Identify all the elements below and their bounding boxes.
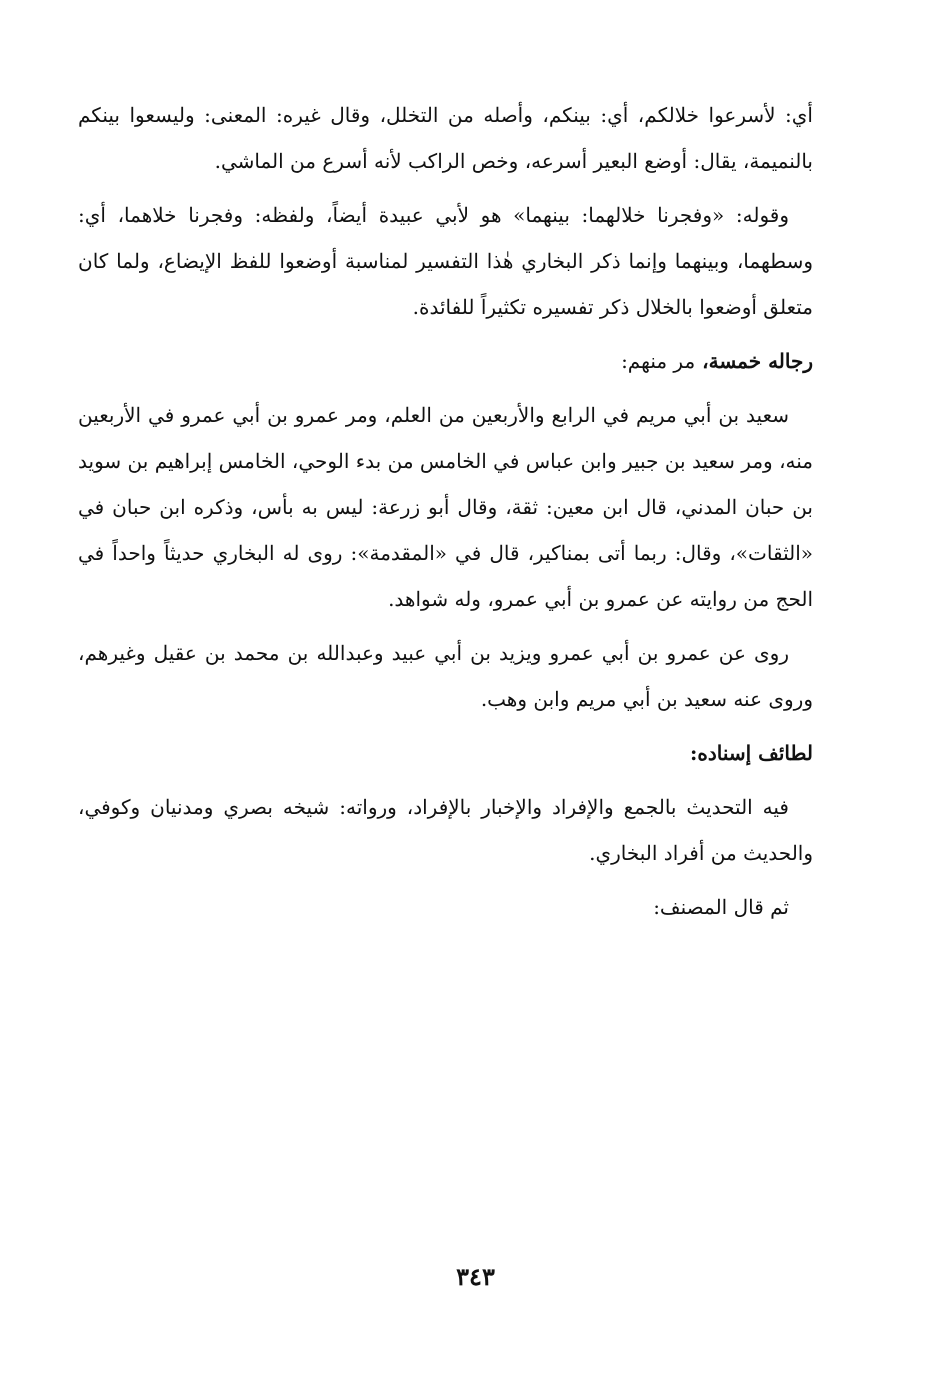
- heading-isnad-subtleties: لطائف إسناده:: [689, 741, 813, 765]
- heading-narrators-bold: رجاله خمسة،: [702, 349, 813, 373]
- paragraph-explanation-awda: أي: لأسرعوا خلالكم، أي: بينكم، وأصله من التخلل، وقال غيره: المعنى: وليسعوا بينكم بالنميمة، يقال: أوضع البعير أسرعه، وخص الراكب لأنه أسرع من الماشي.: [78, 103, 813, 173]
- paragraph-narrators: سعيد بن أبي مريم في الرابع والأربعين من العلم، ومر عمرو بن أبي عمرو في الأربعين منه، ومر سعيد بن جبير وابن عباس في الخامس من بدء الوحي، الخامس إبراهيم بن سويد بن حبان المدني، قال ابن معين: ثقة، وقال أبو زرعة: ليس به بأس، وذكره ابن حبان في «الثقات»، وقال: ربما أتى بمناكير، قال في «المقدمة»: روى له البخاري حديثاً واحداً في الحج من روايته عن عمرو بن أبي عمرو، وله شواهد.: [78, 403, 813, 611]
- heading-narrators-rest: مر منهم:: [621, 349, 696, 373]
- heading-narrators: [78, 338, 813, 384]
- paragraph-explanation-khilal: وقوله: «وفجرنا خلالهما: بينهما» هو لأبي عبيدة أيضاً، ولفظه: وفجرنا خلاهما، أي: وسطهما، وبينهما وإنما ذكر البخاري هٰذا التفسير لمناسبة أوضعوا للفظ الإيضاع، ولما كان متعلق أوضعوا بالخلال ذكر تفسيره تكثيراً للفائدة.: [78, 203, 813, 319]
- page-body: [78, 92, 813, 938]
- paragraph-narrated-from: روى عن عمرو بن أبي عمرو ويزيد بن أبي عبيد وعبدالله بن محمد بن عقيل وغيرهم، وروى عنه سعيد بن أبي مريم وابن وهب.: [78, 641, 813, 711]
- page-number: ٣٤٣: [456, 1262, 495, 1291]
- paragraph-author-said: ثم قال المصنف:: [653, 895, 789, 919]
- paragraph-isnad-details: فيه التحديث بالجمع والإفراد والإخبار بالإفراد، ورواته: شيخه بصري ومدنيان وكوفي، والحديث من أفراد البخاري.: [78, 795, 813, 865]
